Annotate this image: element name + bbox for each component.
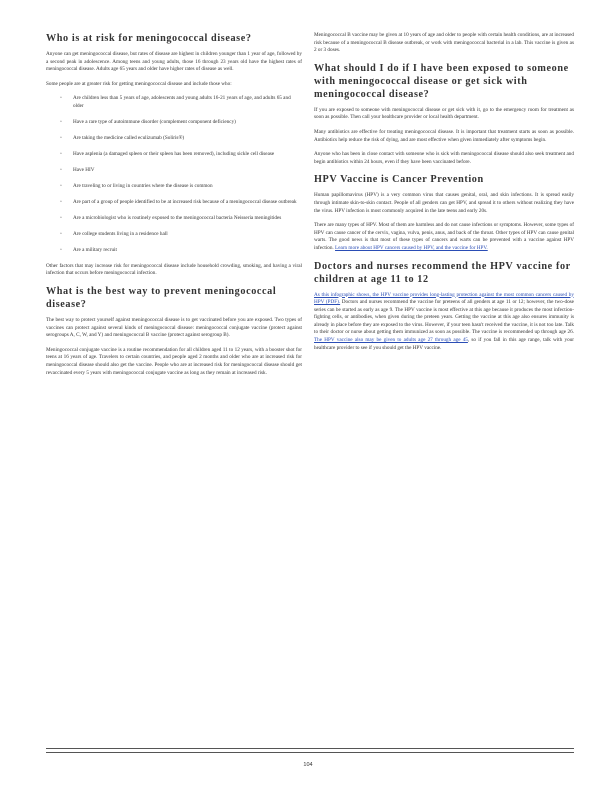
- bullet-icon: ▫: [60, 135, 62, 141]
- paragraph-hpv-recommendation: As this infographic shows, the HPV vaccine provides long-lasting protection against the most common cancers caused by HPV (PDF). Doctors and nurses recommend the vaccine for preteens of all genders at age 11 or 12; however, the two-dose series can be started as early as age 9. The HPV vaccine is most effective at this age because it produces the most infection-fighting cells, or antibodies, when given during the preteen years. Getting the vaccine at this age also ensures immunity is already in place before they are exposed to the virus. However, if your teen hasn't received the vaccine, it is not too late. Talk to their doctor or nurse about getting them immunized as soon as possible. The vaccine is recommended up through age 26. The HPV vaccine also may be given to adults age 27 through age 45, so if you fall in this age range, talk with your healthcare provider to see if you should get the HPV vaccine.: [314, 291, 574, 351]
- bullet-icon: ▫: [60, 151, 62, 157]
- list-item: ▫ Have a rare type of autoimmune disorder (complement component deficiency): [60, 118, 236, 125]
- left-column: [46, 32, 302, 384]
- infographic-link[interactable]: As this infographic shows, the HPV vaccine provides long-lasting protection against the most common cancers caused by HPV (PDF).: [314, 291, 574, 306]
- paragraph-exposure-action: If you are exposed to someone with meningococcal disease or get sick with it, go to the emergency room for treatment as soon as possible. Then call your healthcare provider or local health department.: [314, 106, 574, 121]
- paragraph-hpv-types: There are many types of HPV. Most of them are harmless and do not cause infections or symptoms. However, some types of HPV can cause cancer of the cervix, vagina, vulva, penis, anus, and back of the throat. Other types of HPV can cause genital warts. The good news is that most of these types of cancers and warts can be prevented with a vaccine against HPV infection. Learn more about HPV cancers caused by HPV, and the vaccine for HPV.: [314, 222, 574, 251]
- footer-divider-top: [46, 748, 574, 749]
- list-item: ▫ Are a military recruit: [60, 246, 117, 253]
- paragraph-antibiotics: Many antibiotics are effective for treating meningococcal disease. It is important that treatment starts as soon as possible. Antibiotics help reduce the risk of dying, and are most effective when given immediately after symptoms begin.: [314, 128, 574, 143]
- bullet-icon: ▫: [60, 247, 62, 253]
- list-item: ▫ Are college students living in a residence hall: [60, 230, 168, 237]
- bullet-icon: ▫: [60, 119, 62, 125]
- paragraph-conjugate-recommendation: Meningococcal conjugate vaccine is a routine recommendation for all children aged 11 to 12 years, with a booster shot for teens at 16 years of age. Travelers to certain countries, and people aged 2 months and older who are at increased risk for meningococcal disease should also get the vaccine. People who are at increased risk for meningococcal disease should get revaccinated every 5 years with meningococcal conjugate vaccine as long as they remain at increased risk.: [46, 346, 302, 376]
- bullet-icon: ▫: [60, 96, 62, 102]
- list-item: ▫ Are a microbiologist who is routinely exposed to the meningococcal bacteria Neisseria meningitides: [60, 214, 282, 221]
- bullet-icon: ▫: [60, 183, 62, 189]
- bullet-icon: ▫: [60, 231, 62, 237]
- list-item: ▫ Are taking the medicine called eculizumab (Soliris®): [60, 134, 185, 141]
- paragraph-vaccine-types: The best way to protect yourself against meningococcal disease is to get vaccinated before you are exposed. Two types of vaccines can protect against several kinds of meningococcal disease: meningococcal conjugate vaccine (protect against serogroups A, C, W, and Y) and meningococcal B vaccine (protect against serogroup B).: [46, 317, 302, 339]
- page-number: 104: [303, 762, 313, 768]
- learn-more-hpv-link[interactable]: Learn more about HPV cancers caused by HPV, and the vaccine for HPV.: [335, 244, 488, 251]
- list-item: ▫ Are part of a group of people identified to be at increased risk because of a meningococcal disease outbreak: [60, 198, 297, 205]
- bullet-icon: ▫: [60, 215, 62, 221]
- risk-factor-list: [46, 95, 302, 254]
- list-item: ▫ Have HIV: [60, 166, 95, 173]
- paragraph-b-vaccine: Meningococcal B vaccine may be given at 10 years of age and older to people with certain health conditions, are at increased risk because of a meningococcal B disease outbreak, or work with meningococcal bacterial in a lab. This vaccine is given as 2 or 3 doses.: [314, 32, 574, 54]
- paragraph-hpv-overview: Human papillomavirus (HPV) is a very common virus that causes genital, oral, and skin infections. It is spread easily through intimate skin-to-skin contact. People of all genders can get HPV, and spread it to others without realizing they have the virus. HPV infection is most commonly acquired in the late teens and early 20s.: [314, 192, 574, 214]
- list-item: ▫ Have asplenia (a damaged spleen or their spleen has been removed), including sickle cell disease: [60, 150, 275, 157]
- heading-if-exposed: What should I do if I have been exposed to someone with meningococcal disease or get sick with meningococcal disease?: [314, 62, 569, 100]
- right-column: [314, 32, 574, 359]
- adult-hpv-vaccine-link[interactable]: The HPV vaccine also may be given to adults age 27 through age 45: [314, 337, 468, 344]
- heading-doctors-recommend: Doctors and nurses recommend the HPV vaccine for children at age 11 to 12: [314, 260, 571, 285]
- paragraph-close-contact: Anyone who has been in close contact with someone who is sick with meningococcal disease should also seek treatment and begin antibiotics within 24 hours, even if they have been vaccinated before.: [314, 151, 574, 165]
- paragraph-other-factors: Other factors that may increase risk for meningococcal disease include household crowding, smoking, and having a viral infection that occurs before meningococcal infection.: [46, 262, 302, 277]
- paragraph-risk-overview: Anyone can get meningococcal disease, but rates of disease are highest in children younger than 1 year of age, followed by a second peak in adolescence. Among teens and young adults, those 16 through 23 years old have the highest rates of meningococcal disease. Adults age 65 years and older have higher rates of disease as well.: [46, 51, 302, 73]
- list-item: ▫ Are traveling to or living in countries where the disease is common: [60, 182, 213, 189]
- footer-divider-bottom: [46, 752, 574, 753]
- heading-hpv-vaccine: HPV Vaccine is Cancer Prevention: [314, 174, 484, 186]
- list-item: ▫ Are children less than 5 years of age, adolescents and young adults 16-21 years of age, and adults 65 and older: [60, 95, 291, 109]
- bullet-icon: ▫: [60, 167, 62, 173]
- paragraph-greater-risk-intro: Some people are at greater risk for getting meningococcal disease and include those who:: [46, 80, 232, 87]
- heading-who-is-at-risk: Who is at risk for meningococcal disease?: [46, 33, 252, 44]
- heading-best-way-to-prevent: What is the best way to prevent meningococcal disease?: [46, 286, 277, 310]
- bullet-icon: ▫: [60, 199, 62, 205]
